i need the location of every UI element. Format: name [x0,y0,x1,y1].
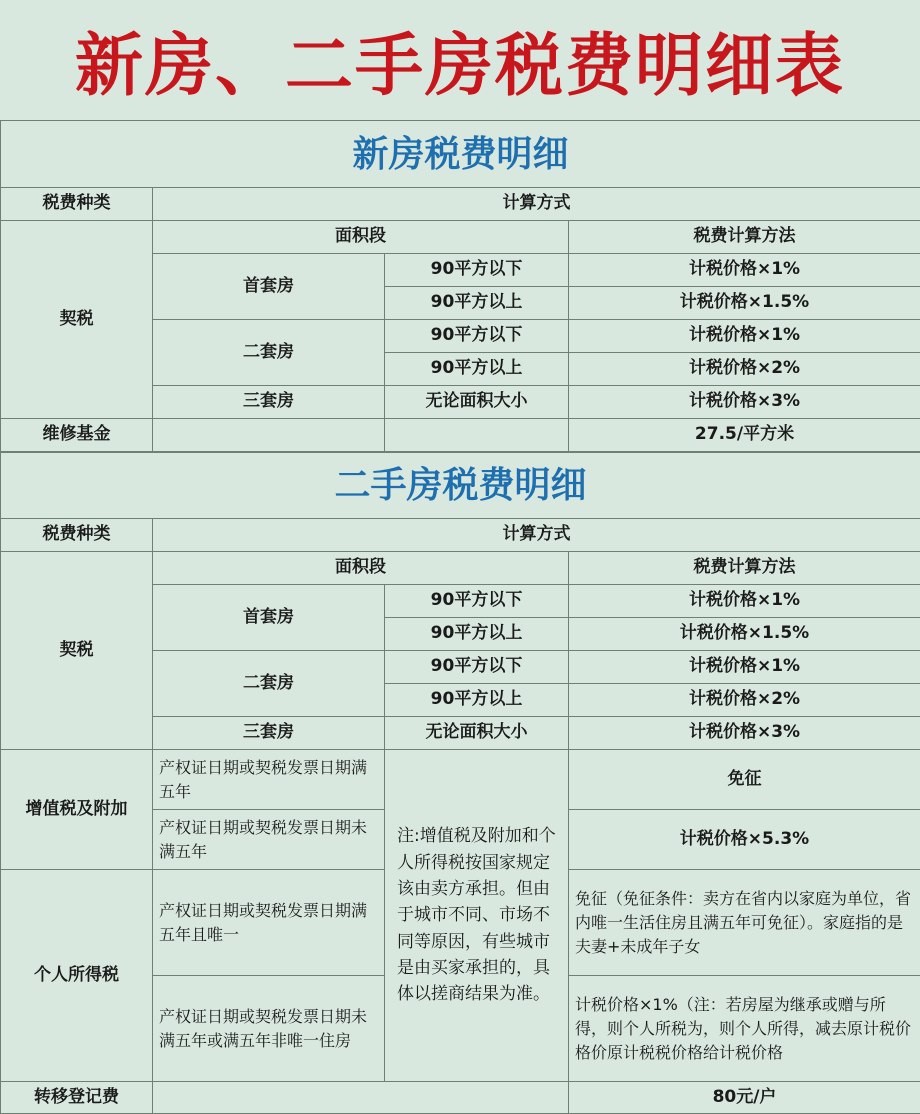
income-tax-value: 计税价格×1%（注：若房屋为继承或赠与所得，则个人所税为，则个人所得，减去原计税价格价原计税税价格给计税价格 [569,976,920,1082]
first-home-label: 首套房 [153,254,385,320]
income-tax-value: 免征（免征条件：卖方在省内以家庭为单位，省内唯一生活住房且满五年可免征）。家庭指的是夫妻+未成年子女 [569,870,920,976]
area-range-header: 面积段 [153,552,569,585]
rate-value: 计税价格×1% [569,651,920,684]
third-home-label: 三套房 [153,717,385,750]
vat-condition: 产权证日期或契税发票日期未满五年 [153,810,385,870]
tax-method-header: 税费计算方法 [569,552,920,585]
rate-value: 计税价格×1.5% [569,287,920,320]
area-any: 无论面积大小 [385,386,569,419]
tax-type-header: 税费种类 [1,519,153,552]
area-above-90: 90平方以上 [385,353,569,386]
tax-type-header: 税费种类 [1,188,153,221]
tax-note: 注:增值税及附加和个人所得税按国家规定该由卖方承担。但由于城市不同、市场不同等原因，有些城市是由买家承担的，具体以搓商结果为准。 [385,750,569,1082]
rate-value: 计税价格×1% [569,254,920,287]
vat-value: 免征 [569,750,920,810]
rate-value: 计税价格×2% [569,684,920,717]
vat-label: 增值税及附加 [1,750,153,870]
second-home-label: 二套房 [153,320,385,386]
area-below-90: 90平方以下 [385,585,569,618]
area-any: 无论面积大小 [385,717,569,750]
income-tax-condition: 产权证日期或契税发票日期满五年且唯一 [153,870,385,976]
deed-tax-label: 契税 [1,552,153,750]
page-title: 新房、二手房税费明细表 [0,0,920,121]
vat-value: 计税价格×5.3% [569,810,920,870]
area-above-90: 90平方以上 [385,684,569,717]
rate-value: 计税价格×1.5% [569,618,920,651]
calc-method-header: 计算方式 [153,519,920,552]
third-home-label: 三套房 [153,386,385,419]
calc-method-header: 计算方式 [153,188,920,221]
area-below-90: 90平方以下 [385,254,569,287]
income-tax-condition: 产权证日期或契税发票日期未满五年或满五年非唯一住房 [153,976,385,1082]
vat-condition: 产权证日期或契税发票日期满五年 [153,750,385,810]
empty-cell [153,419,385,452]
area-above-90: 90平方以上 [385,618,569,651]
first-home-label: 首套房 [153,585,385,651]
second-hand-section-title: 二手房税费明细 [1,453,920,519]
empty-cell [153,1082,569,1114]
deed-tax-label: 契税 [1,221,153,419]
rate-value: 计税价格×3% [569,386,920,419]
income-tax-label: 个人所得税 [1,870,153,1082]
area-below-90: 90平方以下 [385,651,569,684]
maintenance-fund-value: 27.5/平方米 [569,419,920,452]
second-home-label: 二套房 [153,651,385,717]
area-below-90: 90平方以下 [385,320,569,353]
new-house-table [0,120,920,452]
maintenance-fund-label: 维修基金 [1,419,153,452]
area-above-90: 90平方以上 [385,287,569,320]
empty-cell [385,419,569,452]
area-range-header: 面积段 [153,221,569,254]
transfer-fee-value: 80元/户 [569,1082,920,1114]
rate-value: 计税价格×3% [569,717,920,750]
second-hand-table [0,452,920,1114]
rate-value: 计税价格×1% [569,320,920,353]
tax-method-header: 税费计算方法 [569,221,920,254]
rate-value: 计税价格×1% [569,585,920,618]
transfer-fee-label: 转移登记费 [1,1082,153,1114]
new-house-section-title: 新房税费明细 [1,121,920,188]
rate-value: 计税价格×2% [569,353,920,386]
